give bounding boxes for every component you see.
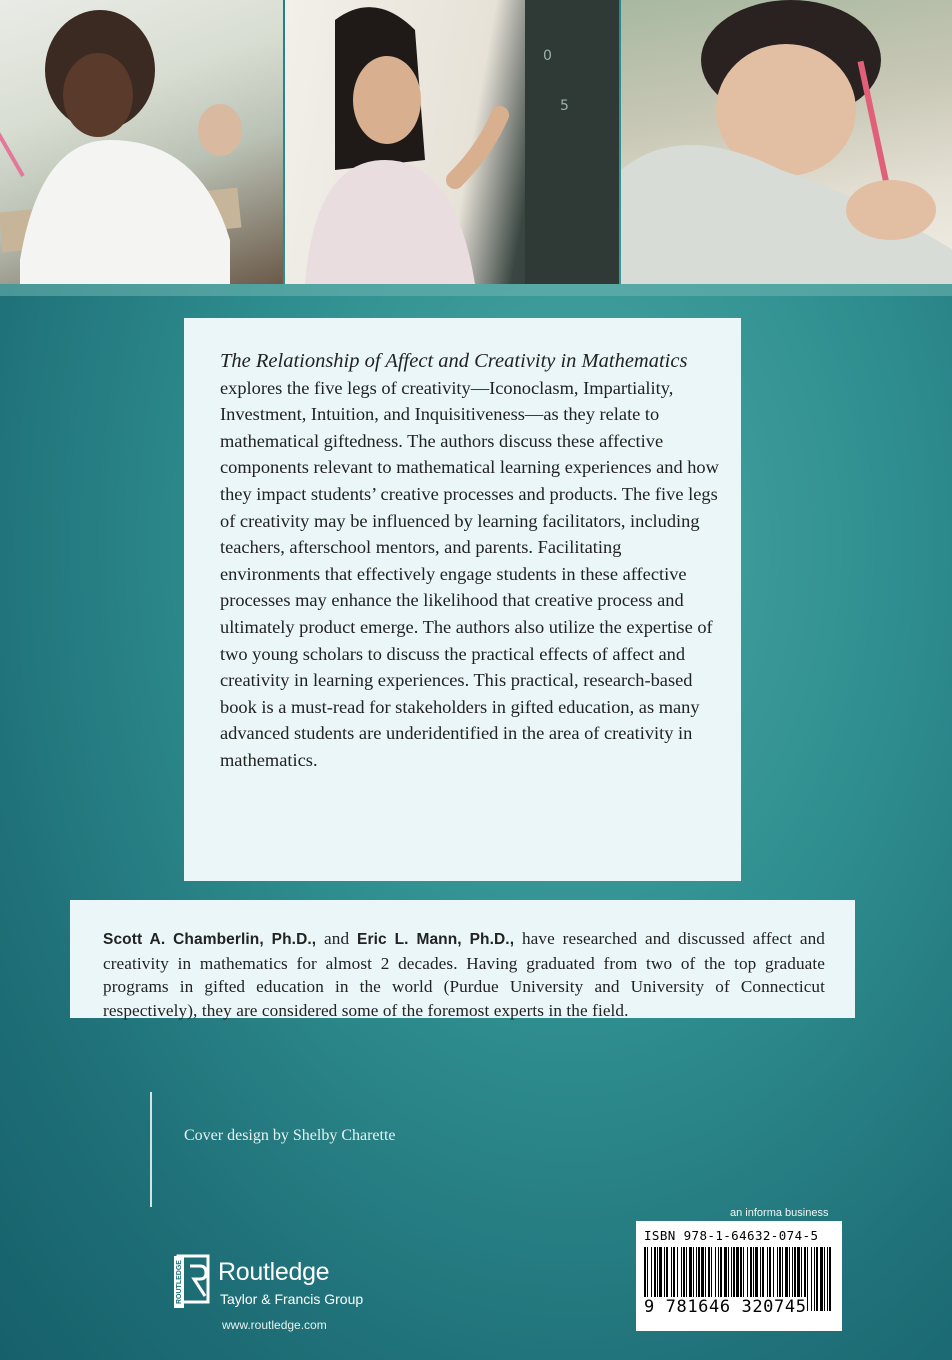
isbn-digits: 9 781646 320745 xyxy=(644,1297,807,1317)
decorative-divider xyxy=(150,1092,152,1207)
barcode-bar xyxy=(814,1247,815,1311)
author-1-name: Scott A. Chamberlin, Ph.D., xyxy=(103,931,317,948)
photo-strip-border xyxy=(0,284,952,296)
barcode-bar xyxy=(807,1247,808,1311)
barcode-bar xyxy=(811,1247,812,1311)
author-bio-panel xyxy=(70,900,855,1018)
barcode-bar xyxy=(820,1247,823,1311)
informa-tagline: an informa business xyxy=(730,1207,829,1219)
photo-girl-chalkboard xyxy=(285,0,618,284)
photo-strip xyxy=(0,0,952,284)
author-bio-body: have researched and discussed affect and creativity in mathematics for almost 2 decades. Having graduated from two of the top graduate programs in gifted education in the world (Purdue University and University of Connecticut respectively), they are considered some of the foremost experts in the field. xyxy=(103,929,825,1020)
photo-girl-writing xyxy=(0,0,283,284)
description-body: explores the five legs of creativity—Iconoclasm, Impartiality, Investment, Intuition, and Inquisitiveness—as they relate to mathematical giftedness. The authors discuss these affective components relevant to mathematical learning experiences and how they impact students’ creative processes and products. The five legs of creativity may be influenced by learning facilitators, including teachers, afterschool mentors, and parents. Facilitating environments that effectively engage students in these affective processes may enhance the likelihood that creative process and ultimately product emerge. The authors also utilize the expertise of two young scholars to discuss the practical effects of affect and creativity in learning experiences. This practical, research-based book is a must-read for stakeholders in gifted education, as many advanced students are underidentified in the area of creativity in mathematics. xyxy=(220,377,719,770)
girl-chalkboard-illustration xyxy=(285,0,618,284)
isbn-label: ISBN 978-1-64632-074-5 xyxy=(644,1228,819,1243)
author-2-name: Eric L. Mann, Ph.D., xyxy=(357,931,515,948)
description-panel xyxy=(184,318,741,881)
author-joiner: and xyxy=(316,929,358,948)
publisher-url: www.routledge.com xyxy=(222,1318,327,1332)
cover-credit: Cover design by Shelby Charette xyxy=(184,1127,396,1144)
description-text xyxy=(220,348,721,774)
publisher-name: Routledge xyxy=(218,1258,330,1286)
barcode-bar xyxy=(827,1247,828,1311)
book-title: The Relationship of Affect and Creativity in Mathematics xyxy=(220,350,688,372)
barcode-bar xyxy=(816,1247,818,1311)
routledge-logo-icon xyxy=(172,1254,212,1310)
isbn-barcode xyxy=(636,1221,842,1331)
svg-text:0: 0 xyxy=(543,48,553,64)
barcode-bar xyxy=(829,1247,831,1311)
barcode-bar xyxy=(824,1247,825,1311)
svg-text:5: 5 xyxy=(560,98,570,114)
photo-boy-writing xyxy=(621,0,952,284)
routledge-logo-text: ROUTLEDGE xyxy=(176,1260,183,1304)
boy-writing-illustration xyxy=(621,0,952,284)
publisher-group: Taylor & Francis Group xyxy=(220,1291,364,1307)
author-bio-text xyxy=(103,927,825,1022)
girl-writing-illustration xyxy=(0,0,283,284)
